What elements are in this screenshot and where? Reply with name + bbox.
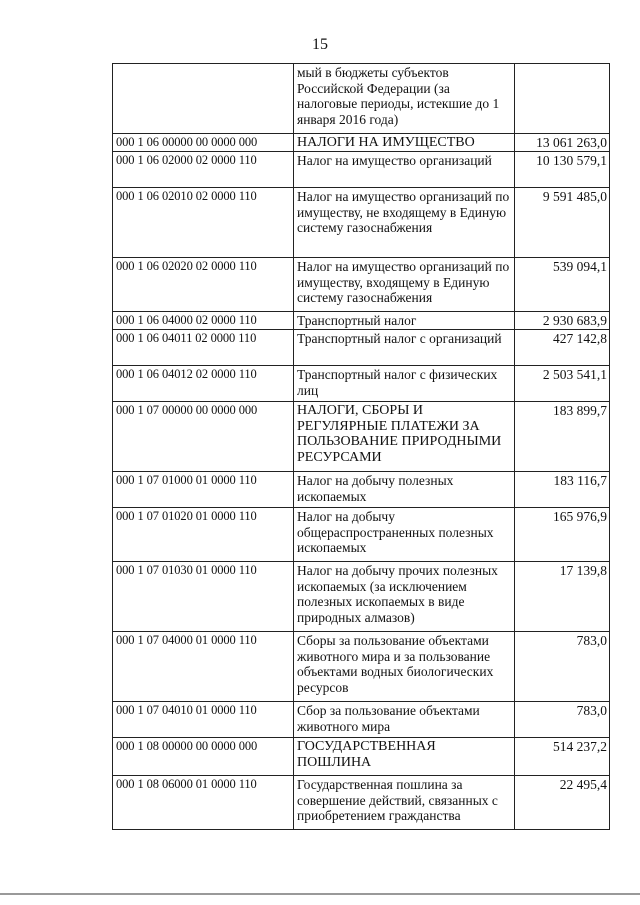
table-row xyxy=(113,188,610,258)
amount-cell: 17 139,8 xyxy=(515,562,610,632)
budget-code-cell: 000 1 07 01000 01 0000 110 xyxy=(113,472,294,508)
table-row xyxy=(113,258,610,312)
table-row xyxy=(113,562,610,632)
scan-edge-line xyxy=(0,893,640,895)
revenue-name-cell: Налог на имущество организаций по имуществу, входящему в Единую систему газоснабжения xyxy=(294,258,515,312)
budget-code-cell: 000 1 06 04012 02 0000 110 xyxy=(113,366,294,402)
revenue-name-cell: НАЛОГИ, СБОРЫ И РЕГУЛЯРНЫЕ ПЛАТЕЖИ ЗА ПОЛЬЗОВАНИЕ ПРИРОДНЫМИ РЕСУРСАМИ xyxy=(294,402,515,472)
table-row xyxy=(113,738,610,776)
revenue-name-cell: ГОСУДАРСТВЕННАЯ ПОШЛИНА xyxy=(294,738,515,776)
budget-code-cell: 000 1 07 04000 01 0000 110 xyxy=(113,632,294,702)
revenue-name-cell: Транспортный налог с физических лиц xyxy=(294,366,515,402)
amount-cell: 514 237,2 xyxy=(515,738,610,776)
revenue-name-cell: Государственная пошлина за совершение действий, связанных с приобретением гражданства xyxy=(294,776,515,830)
budget-code-cell: 000 1 07 04010 01 0000 110 xyxy=(113,702,294,738)
amount-cell: 2 930 683,9 xyxy=(515,312,610,330)
amount-cell: 13 061 263,0 xyxy=(515,134,610,152)
amount-cell: 783,0 xyxy=(515,702,610,738)
table-row xyxy=(113,64,610,134)
table-row xyxy=(113,402,610,472)
revenue-name-cell: Сборы за пользование объектами животного мира и за пользование объектами водных биологических ресурсов xyxy=(294,632,515,702)
table-row xyxy=(113,776,610,830)
revenue-name-cell: Налог на добычу общераспространенных полезных ископаемых xyxy=(294,508,515,562)
table-row xyxy=(113,472,610,508)
revenue-name-cell: Налог на добычу прочих полезных ископаемых (за исключением полезных ископаемых в виде природных алмазов) xyxy=(294,562,515,632)
table-row xyxy=(113,508,610,562)
budget-code-cell: 000 1 06 04011 02 0000 110 xyxy=(113,330,294,366)
table-row xyxy=(113,152,610,188)
amount-cell: 9 591 485,0 xyxy=(515,188,610,258)
table-row xyxy=(113,330,610,366)
revenue-table xyxy=(112,63,610,830)
budget-code-cell: 000 1 07 01030 01 0000 110 xyxy=(113,562,294,632)
budget-code-cell: 000 1 06 02000 02 0000 110 xyxy=(113,152,294,188)
budget-code-cell: 000 1 08 00000 00 0000 000 xyxy=(113,738,294,776)
page-number: 15 xyxy=(312,36,328,53)
amount-cell: 2 503 541,1 xyxy=(515,366,610,402)
budget-code-cell: 000 1 06 00000 00 0000 000 xyxy=(113,134,294,152)
amount-cell: 783,0 xyxy=(515,632,610,702)
table-row xyxy=(113,366,610,402)
table-row xyxy=(113,632,610,702)
table-row xyxy=(113,134,610,152)
amount-cell: 10 130 579,1 xyxy=(515,152,610,188)
amount-cell: 183 116,7 xyxy=(515,472,610,508)
amount-cell xyxy=(515,64,610,134)
revenue-name-cell: Транспортный налог xyxy=(294,312,515,330)
revenue-name-cell: Сбор за пользование объектами животного мира xyxy=(294,702,515,738)
amount-cell: 165 976,9 xyxy=(515,508,610,562)
amount-cell: 183 899,7 xyxy=(515,402,610,472)
budget-code-cell: 000 1 06 02010 02 0000 110 xyxy=(113,188,294,258)
revenue-name-cell: Налог на добычу полезных ископаемых xyxy=(294,472,515,508)
budget-code-cell: 000 1 08 06000 01 0000 110 xyxy=(113,776,294,830)
amount-cell: 427 142,8 xyxy=(515,330,610,366)
revenue-name-cell: Налог на имущество организаций по имуществу, не входящему в Единую систему газоснабжения xyxy=(294,188,515,258)
budget-code-cell: 000 1 06 04000 02 0000 110 xyxy=(113,312,294,330)
revenue-name-cell: Транспортный налог с организаций xyxy=(294,330,515,366)
budget-code-cell: 000 1 07 01020 01 0000 110 xyxy=(113,508,294,562)
revenue-name-cell: НАЛОГИ НА ИМУЩЕСТВО xyxy=(294,134,515,152)
revenue-name-cell: Налог на имущество организаций xyxy=(294,152,515,188)
revenue-name-cell: мый в бюджеты субъектов Российской Федерации (за налоговые периоды, истекшие до 1 января 2016 года) xyxy=(294,64,515,134)
budget-code-cell: 000 1 07 00000 00 0000 000 xyxy=(113,402,294,472)
amount-cell: 539 094,1 xyxy=(515,258,610,312)
amount-cell: 22 495,4 xyxy=(515,776,610,830)
budget-code-cell xyxy=(113,64,294,134)
table-row xyxy=(113,702,610,738)
table-row xyxy=(113,312,610,330)
budget-code-cell: 000 1 06 02020 02 0000 110 xyxy=(113,258,294,312)
